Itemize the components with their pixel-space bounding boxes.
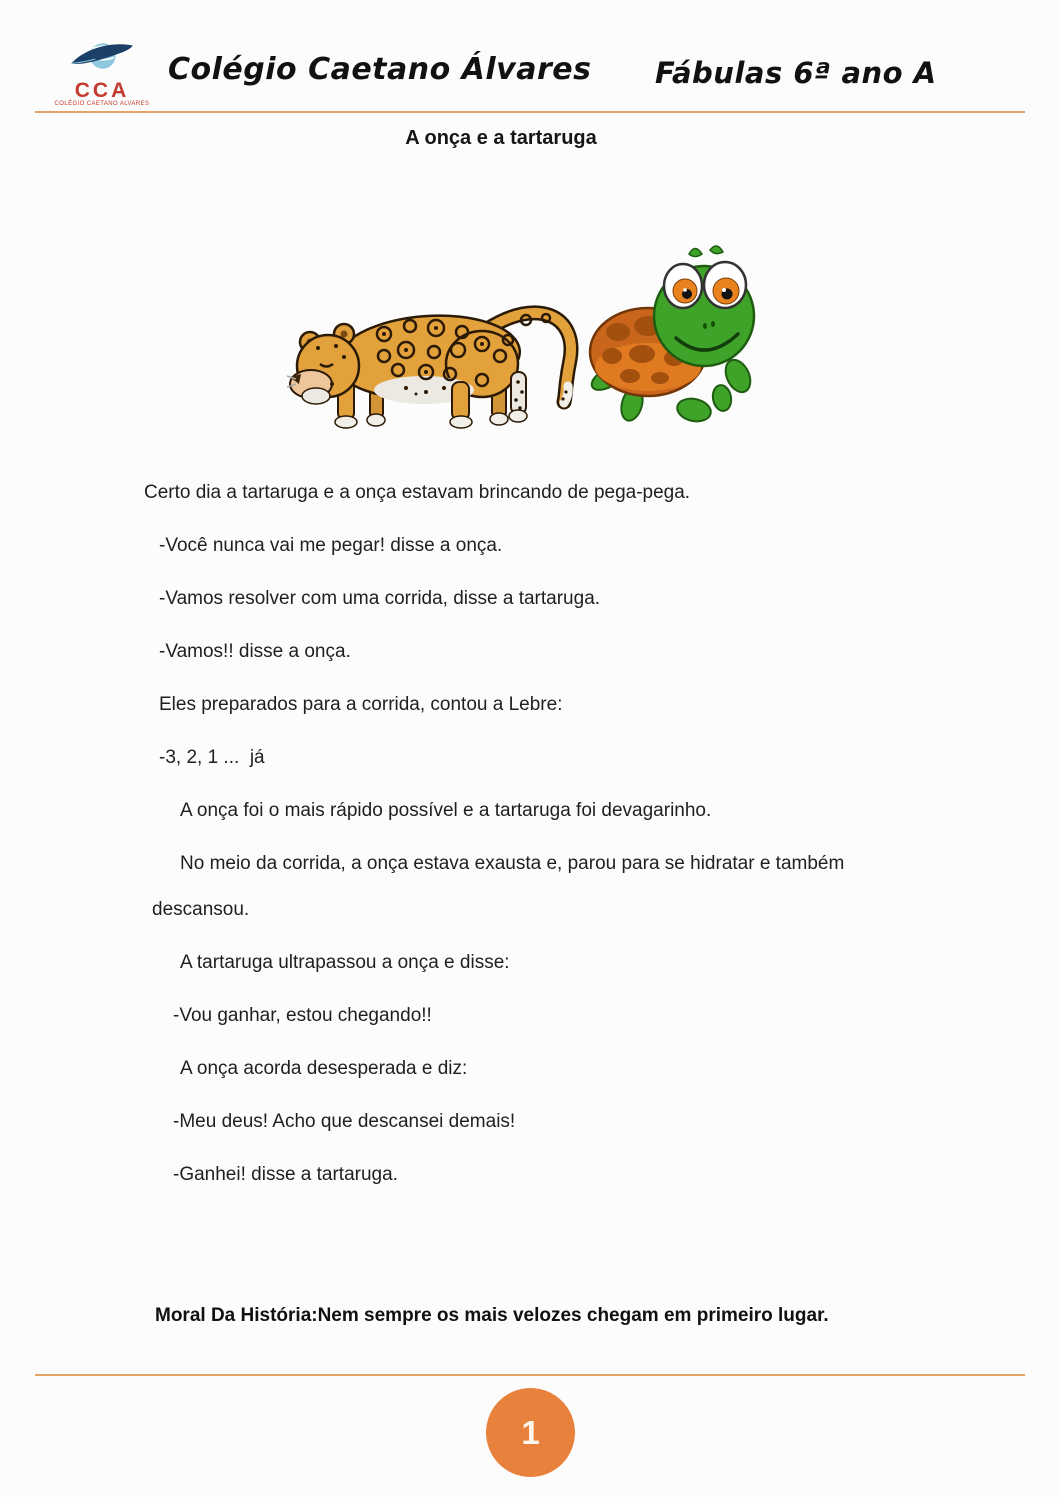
story-paragraph: A onça foi o mais rápido possível e a tartaruga foi devagarinho.	[180, 800, 712, 821]
story-paragraph: A tartaruga ultrapassou a onça e disse:	[180, 952, 510, 973]
moral-text: Moral Da História:Nem sempre os mais velozes chegam em primeiro lugar.	[155, 1305, 829, 1326]
story-paragraph: -3, 2, 1 ... já	[159, 747, 265, 768]
page-number: 1	[521, 1414, 540, 1451]
course-label: Fábulas 6ª ano A	[655, 56, 937, 90]
story-paragraph: -Vamos resolver com uma corrida, disse a tartaruga.	[159, 588, 601, 609]
story-paragraph: -Você nunca vai me pegar! disse a onça.	[159, 535, 503, 556]
jaguar-illustration	[286, 282, 586, 432]
school-logo	[50, 38, 154, 107]
globe-swoosh-icon	[68, 38, 136, 80]
story-paragraph: A onça acorda desesperada e diz:	[180, 1058, 468, 1079]
story-paragraph: -Vou ganhar, estou chegando!!	[173, 1005, 432, 1026]
story-paragraph: -Ganhei! disse a tartaruga.	[173, 1164, 398, 1185]
story-body	[143, 470, 919, 1346]
logo-caption: COLÉGIO CAETANO ALVARES	[54, 101, 150, 107]
header-divider	[35, 111, 1025, 113]
story-paragraph: Certo dia a tartaruga e a onça estavam brincando de pega-pega.	[144, 482, 691, 503]
logo-acronym: CCA	[74, 79, 130, 102]
school-name: Colégio Caetano Álvares	[168, 52, 592, 87]
footer-divider	[35, 1374, 1025, 1376]
story-paragraph: -Vamos!! disse a onça.	[159, 641, 351, 662]
page-title: A onça e a tartaruga	[405, 127, 597, 149]
story-paragraph: Eles preparados para a corrida, contou a Lebre:	[159, 694, 563, 715]
page-number-badge	[486, 1388, 575, 1477]
story-illustration	[278, 232, 788, 437]
turtle-illustration	[586, 240, 766, 430]
story-paragraph: No meio da corrida, a onça estava exausta e, parou para se hidratar e também descansou.	[152, 853, 850, 920]
story-paragraph: -Meu deus! Acho que descansei demais!	[173, 1111, 516, 1132]
